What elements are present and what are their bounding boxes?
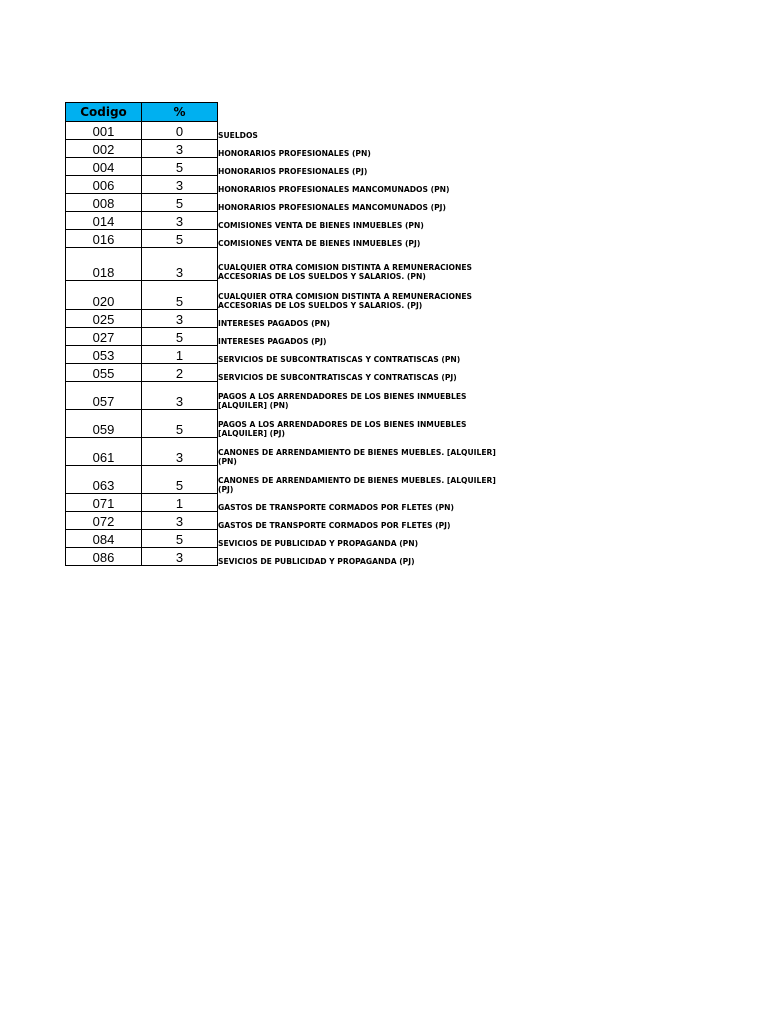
percent-cell: 3 — [142, 310, 218, 328]
percent-cell: 5 — [142, 328, 218, 346]
table-row — [66, 466, 518, 494]
percent-cell: 3 — [142, 512, 218, 530]
table-row — [66, 122, 518, 140]
code-cell: 025 — [66, 310, 142, 328]
percent-cell: 3 — [142, 140, 218, 158]
description-cell: HONORARIOS PROFESIONALES (PJ) — [218, 166, 368, 176]
percent-cell: 5 — [142, 158, 218, 176]
table-row — [66, 248, 518, 281]
header-percent: % — [142, 103, 218, 122]
table-row — [66, 438, 518, 466]
table-row — [66, 512, 518, 530]
code-cell: 086 — [66, 548, 142, 566]
description-cell: INTERESES PAGADOS (PN) — [218, 318, 330, 328]
percent-cell: 3 — [142, 548, 218, 566]
description-cell: CUALQUIER OTRA COMISION DISTINTA A REMUNERACIONES ACCESORIAS DE LOS SUELDOS Y SALARIOS. (PN) — [218, 262, 472, 281]
percent-cell: 3 — [142, 382, 218, 410]
table-row — [66, 530, 518, 548]
percent-cell: 5 — [142, 410, 218, 438]
table-row — [66, 346, 518, 364]
code-cell: 020 — [66, 281, 142, 310]
code-cell: 008 — [66, 194, 142, 212]
percent-cell: 0 — [142, 122, 218, 140]
percent-cell: 3 — [142, 212, 218, 230]
percent-cell: 3 — [142, 176, 218, 194]
header-description-blank — [218, 103, 518, 122]
percent-cell: 5 — [142, 530, 218, 548]
description-cell: GASTOS DE TRANSPORTE CORMADOS POR FLETES (PJ) — [218, 520, 451, 530]
code-cell: 055 — [66, 364, 142, 382]
description-cell: SUELDOS — [218, 130, 258, 140]
description-cell: GASTOS DE TRANSPORTE CORMADOS POR FLETES (PN) — [218, 502, 454, 512]
percent-cell: 5 — [142, 194, 218, 212]
description-cell: COMISIONES VENTA DE BIENES INMUEBLES (PN) — [218, 220, 424, 230]
description-cell: SERVICIOS DE SUBCONTRATISCAS Y CONTRATISCAS (PJ) — [218, 372, 457, 382]
code-cell: 006 — [66, 176, 142, 194]
code-cell: 072 — [66, 512, 142, 530]
code-cell: 004 — [66, 158, 142, 176]
table-row — [66, 310, 518, 328]
code-cell: 016 — [66, 230, 142, 248]
code-cell: 071 — [66, 494, 142, 512]
percent-cell: 3 — [142, 248, 218, 281]
table-row — [66, 328, 518, 346]
code-cell: 059 — [66, 410, 142, 438]
table-row — [66, 194, 518, 212]
table-row — [66, 176, 518, 194]
description-cell: SEVICIOS DE PUBLICIDAD Y PROPAGANDA (PN) — [218, 538, 419, 548]
description-cell: HONORARIOS PROFESIONALES MANCOMUNADOS (PJ) — [218, 202, 446, 212]
description-cell: INTERESES PAGADOS (PJ) — [218, 336, 327, 346]
header-codigo: Codigo — [66, 103, 142, 122]
table-row — [66, 410, 518, 438]
table-row — [66, 230, 518, 248]
code-cell: 063 — [66, 466, 142, 494]
description-cell: CUALQUIER OTRA COMISION DISTINTA A REMUNERACIONES ACCESORIAS DE LOS SUELDOS Y SALARIOS. (PJ) — [218, 291, 472, 310]
table-row — [66, 140, 518, 158]
percent-cell: 3 — [142, 438, 218, 466]
description-cell: SEVICIOS DE PUBLICIDAD Y PROPAGANDA (PJ) — [218, 556, 415, 566]
table-row — [66, 158, 518, 176]
table-row — [66, 494, 518, 512]
description-cell: HONORARIOS PROFESIONALES (PN) — [218, 148, 371, 158]
table-row — [66, 548, 518, 566]
code-cell: 057 — [66, 382, 142, 410]
percent-cell: 5 — [142, 230, 218, 248]
description-cell: HONORARIOS PROFESIONALES MANCOMUNADOS (PN) — [218, 184, 450, 194]
percent-cell: 2 — [142, 364, 218, 382]
table-row — [66, 281, 518, 310]
code-cell: 018 — [66, 248, 142, 281]
table-row — [66, 382, 518, 410]
code-cell: 061 — [66, 438, 142, 466]
code-cell: 053 — [66, 346, 142, 364]
code-cell: 084 — [66, 530, 142, 548]
code-cell: 027 — [66, 328, 142, 346]
description-cell: PAGOS A LOS ARRENDADORES DE LOS BIENES INMUEBLES [ALQUILER] (PJ) — [218, 419, 467, 438]
description-cell: COMISIONES VENTA DE BIENES INMUEBLES (PJ) — [218, 238, 421, 248]
percent-cell: 5 — [142, 281, 218, 310]
table-row — [66, 364, 518, 382]
percent-cell: 1 — [142, 346, 218, 364]
percent-cell: 5 — [142, 466, 218, 494]
description-cell: SERVICIOS DE SUBCONTRATISCAS Y CONTRATISCAS (PN) — [218, 354, 461, 364]
description-cell: CANONES DE ARRENDAMIENTO DE BIENES MUEBLES. [ALQUILER] (PN) — [218, 447, 496, 466]
description-cell: PAGOS A LOS ARRENDADORES DE LOS BIENES INMUEBLES [ALQUILER] (PN) — [218, 391, 467, 410]
description-cell: CANONES DE ARRENDAMIENTO DE BIENES MUEBLES. [ALQUILER] (PJ) — [218, 475, 496, 494]
code-cell: 014 — [66, 212, 142, 230]
rate-table — [65, 102, 518, 566]
table-header-row — [66, 103, 518, 122]
percent-cell: 1 — [142, 494, 218, 512]
code-cell: 001 — [66, 122, 142, 140]
table-row — [66, 212, 518, 230]
code-cell: 002 — [66, 140, 142, 158]
